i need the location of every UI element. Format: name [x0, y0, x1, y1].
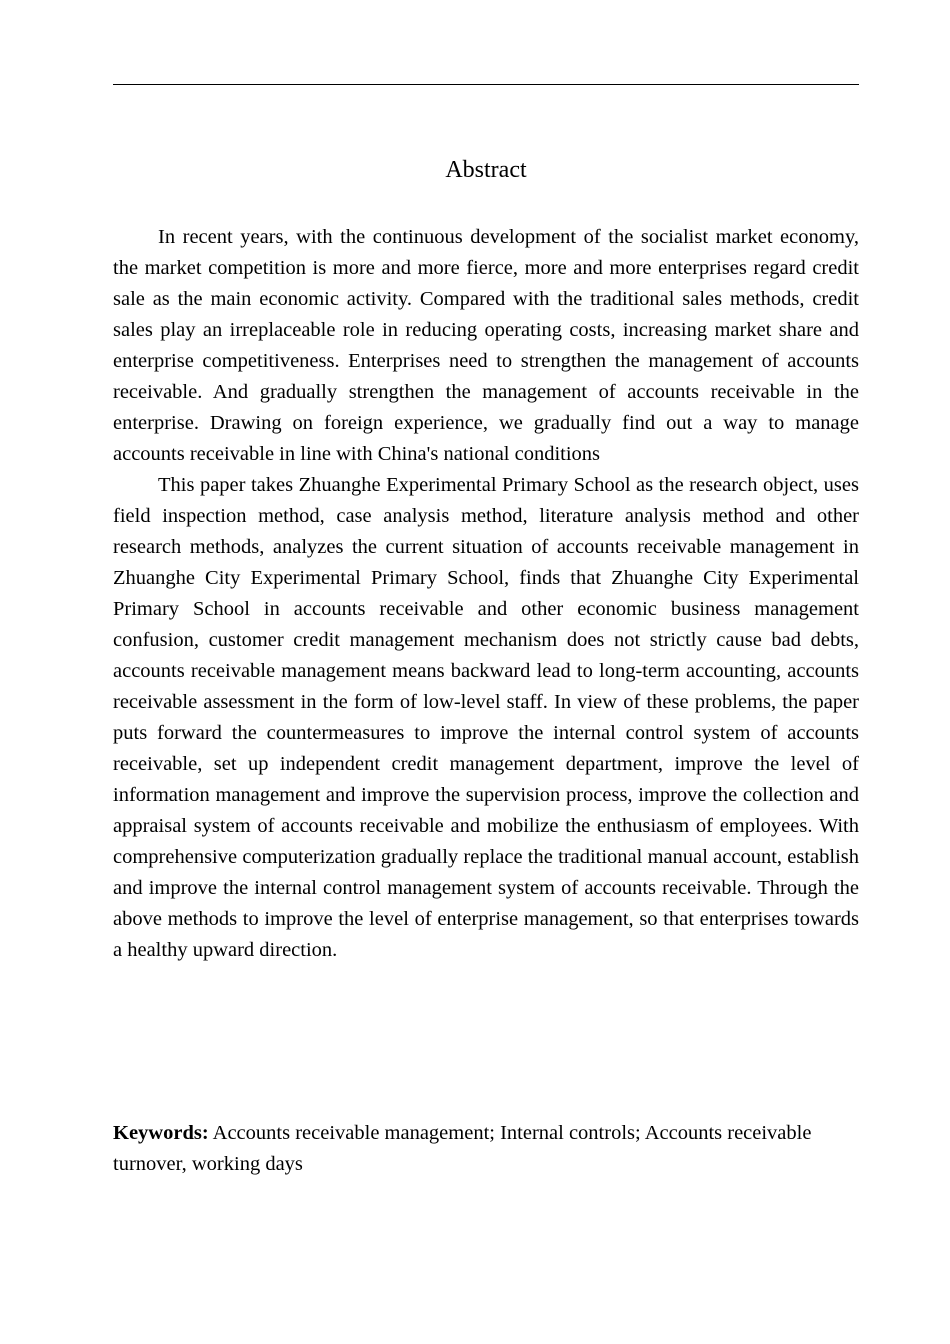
- abstract-body: [113, 222, 859, 966]
- header-rule: [113, 84, 859, 85]
- keywords-line: [113, 1118, 813, 1180]
- keywords-label: Keywords:: [113, 1122, 209, 1144]
- abstract-paragraph-2: This paper takes Zhuanghe Experimental Primary School as the research object, uses field inspection method, case analysis method, literature analysis method and other research methods, analyzes the current situation of accounts receivable management in Zhuanghe City Experimental Primary School, finds that Zhuanghe City Experimental Primary School in accounts receivable and other economic business management confusion, customer credit management mechanism does not strictly cause bad debts, accounts receivable management means backward lead to long-term accounting, accounts receivable assessment in the form of low-level staff. In view of these problems, the paper puts forward the countermeasures to improve the internal control system of accounts receivable, set up independent credit management department, improve the level of information management and improve the supervision process, improve the collection and appraisal system of accounts receivable and mobilize the enthusiasm of employees. With comprehensive computerization gradually replace the traditional manual account, establish and improve the internal control management system of accounts receivable. Through the above methods to improve the level of enterprise management, so that enterprises towards a healthy upward direction.: [113, 474, 859, 961]
- abstract-paragraph-1: In recent years, with the continuous development of the socialist market economy, the market competition is more and more fierce, more and more enterprises regard credit sale as the main economic activity. Compared with the traditional sales methods, credit sales play an irreplaceable role in reducing operating costs, increasing market share and enterprise competitiveness. Enterprises need to strengthen the management of accounts receivable. And gradually strengthen the management of accounts receivable in the enterprise. Drawing on foreign experience, we gradually find out a way to manage accounts receivable in line with China's national conditions: [113, 226, 859, 465]
- keywords-text: Accounts receivable management; Internal controls; Accounts receivable turnover, working days: [113, 1122, 812, 1175]
- abstract-title: Abstract: [445, 157, 527, 183]
